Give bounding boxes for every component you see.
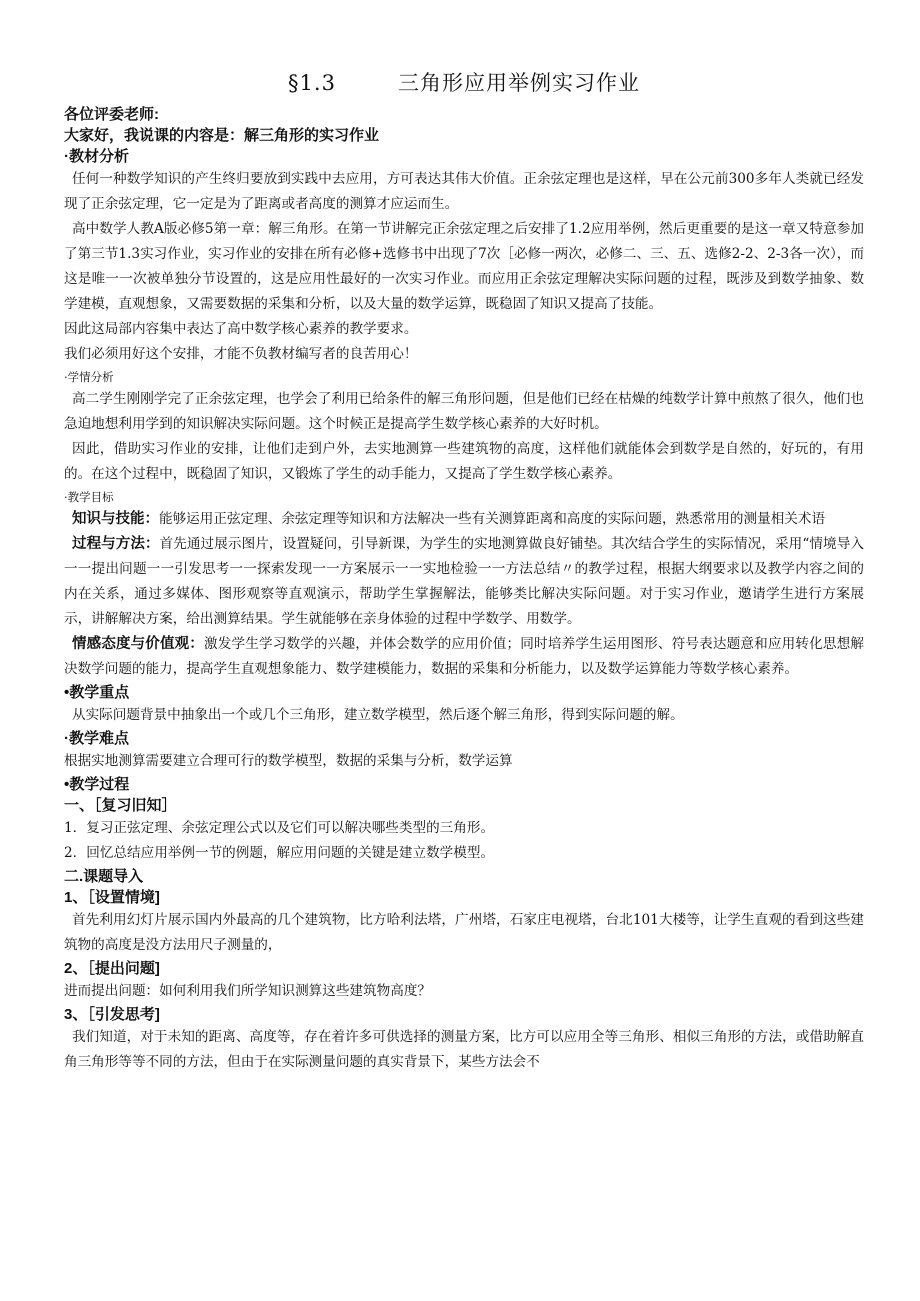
section-heading-student-analysis: ·学情分析 — [64, 370, 114, 384]
paragraph: 因此，借助实习作业的安排，让他们走到户外，去实地测算一些建筑物的高度，这样他们就能体会到数学是自然的，好玩的，有用的。在这个过程中，既稳固了知识，又锻炼了学生的动手能力，又提高了学生数学核心素养。 — [64, 441, 864, 482]
sub-heading-prompt-thinking: 3、［引发思考] — [64, 1006, 160, 1023]
goal-process — [64, 532, 864, 632]
goal-text: 能够运用正弦定理、余弦定理等知识和方法解决一些有关测算距离和高度的实际问题，熟悉常用的测量相关术语 — [159, 511, 826, 527]
paragraph: 从实际问题背景中抽象出一个或几个三角形，建立数学模型，然后逐个解三角形，得到实际问题的解。 — [72, 707, 684, 723]
title-text: 三角形应用举例实习作业 — [397, 71, 640, 95]
paragraph: 我们知道，对于未知的距离、高度等，存在着许多可供选择的测量方案，比方可以应用全等三角形、相似三角形的方法，或借助解直角三角形等等不同的方法，但由于在实际测量问题的真实背景下，某些方法会不 — [64, 1029, 864, 1070]
goal-knowledge — [64, 507, 864, 532]
page-title — [64, 68, 864, 98]
title-section-number: §1.3 — [288, 71, 336, 95]
list-item: 1．复习正弦定理、余弦定理公式以及它们可以解决哪些类型的三角形。 — [64, 820, 495, 836]
goal-attitude — [64, 632, 864, 682]
goal-text: 激发学生学习数学的兴趣，并体会数学的应用价值；同时培养学生运用图形、符号表达题意和应用转化思想解决数学问题的能力，提高学生直观想象能力、数学建模能力，数据的采集和分析能力，以及数学运算能力等数学核心素养。 — [64, 636, 865, 677]
part-heading-introduction: 二.课题导入 — [64, 868, 144, 885]
paragraph: 高中数学人教A版必修5第一章：解三角形。在第一节讲解完正余弦定理之后安排了1.2应用举例，然后更重要的是这一章又特意参加了第三节1.3实习作业，实习作业的安排在所有必修+选修书中出现了7次［必修一两次，必修二、三、五、选修2-2、2-3各一次），而这是唯一一次被单独分节设置的，这是应用性最好的一次实习作业。而应用正余弦定理解决实际问题的过程，既涉及到数学抽象、数学建模，直观想象，又需要数据的采集和分析，以及大量的数学运算，既稳固了知识又提高了技能。 — [64, 221, 864, 312]
paragraph: 进而提出问题：如何利用我们所学知识测算这些建筑物高度？ — [64, 983, 432, 999]
paragraph: 任何一种数学知识的产生终归要放到实践中去应用，方可表达其伟大价值。正余弦定理也是这样，早在公元前300多年人类就已经发现了正余弦定理，它一定是为了距离或者高度的测算才应运而生。 — [64, 171, 864, 212]
paragraph: 我们必须用好这个安排，才能不负教材编写者的良苦用心！ — [64, 346, 418, 362]
paragraph: 因此这局部内容集中表达了高中数学核心素养的教学要求。 — [64, 321, 418, 337]
paragraph: 高二学生刚刚学完了正余弦定理，也学会了利用已给条件的解三角形问题，但是他们已经在枯燥的纯数学计算中煎熬了很久，他们也急迫地想利用学到的知识解决实际问题。这个时候正是提高学生数学核心素养的大好时机。 — [64, 391, 864, 432]
section-heading-teaching-goals: ·教学目标 — [64, 490, 114, 504]
goal-label: 知识与技能： — [72, 511, 159, 527]
greeting: 各位评委老师: — [64, 106, 159, 123]
sub-heading-raise-question: 2、［提出问题] — [64, 960, 160, 977]
goal-label: 过程与方法： — [72, 536, 160, 552]
part-heading-review: 一、［复习旧知］ — [64, 797, 177, 814]
paragraph: 首先利用幻灯片展示国内外最高的几个建筑物，比方哈利法塔，广州塔，石家庄电视塔，台北101大楼等，让学生直观的看到这些建筑物的高度是没方法用尺子测量的， — [64, 912, 864, 953]
section-heading-teaching-process: •教学过程 — [64, 776, 130, 793]
intro-line: 大家好，我说课的内容是：解三角形的实习作业 — [64, 127, 380, 144]
section-heading-difficulties: ·教学难点 — [64, 730, 129, 747]
goal-label: 情感态度与价值观： — [72, 636, 204, 652]
section-heading-textbook-analysis: ·教材分析 — [64, 148, 129, 165]
document-page — [64, 68, 864, 1075]
paragraph: 根据实地测算需要建立合理可行的数学模型，数据的采集与分析，数学运算 — [64, 753, 513, 769]
section-heading-key-points: •教学重点 — [64, 684, 130, 701]
sub-heading-set-scene: 1、［设置情境] — [64, 889, 160, 906]
list-item: 2．回忆总结应用举例一节的例题，解应用问题的关键是建立数学模型。 — [64, 845, 495, 861]
goal-text: 首先通过展示图片，设置疑问，引导新课，为学生的实地测算做良好铺垫。其次结合学生的实际情况，采用“情境导入一一提出问题一一引发思考一一探索发现一一方案展示一一实地检验一一方法总结〃的教学过程，根据大纲要求以及教学内容之间的内在关系，通过多媒体、图形观察等直观演示，帮助学生掌握解法，能够类比解决实际问题。对于实习作业，邀请学生进行方案展示，讲解解决方案，给出测算结果。学生就能够在亲身体验的过程中学数学、用数学。 — [64, 536, 865, 627]
